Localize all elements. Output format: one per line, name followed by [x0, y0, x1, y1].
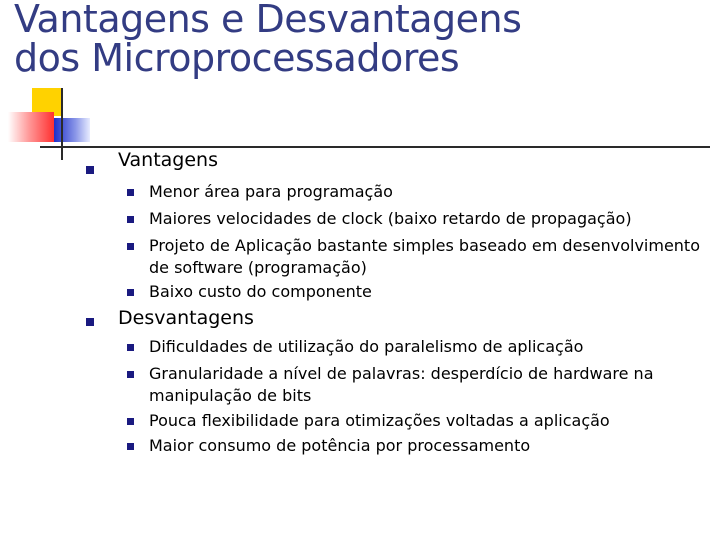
slide-title-line-2: dos Microprocessadores	[14, 36, 460, 80]
logo-vertical-line	[61, 88, 63, 160]
slide-title	[14, 0, 704, 78]
bullet-square-icon	[127, 371, 134, 378]
bullet-square-icon	[127, 189, 134, 196]
bullet-square-icon	[127, 289, 134, 296]
bullet-square-icon	[127, 243, 134, 250]
list-item: Maiores velocidades de clock (baixo retardo de propagação)	[149, 209, 632, 228]
logo-red-gradient	[8, 112, 54, 142]
bullet-square-icon	[86, 166, 94, 174]
list-item: Dificuldades de utilização do paralelismo de aplicação	[149, 337, 584, 356]
bullet-square-icon	[86, 318, 94, 326]
logo-blue-gradient	[54, 118, 90, 142]
list-item: Menor área para programação	[149, 182, 393, 201]
bullet-square-icon	[127, 344, 134, 351]
bullet-square-icon	[127, 418, 134, 425]
bullet-square-icon	[127, 216, 134, 223]
bullet-square-icon	[127, 443, 134, 450]
slide-title-line-1: Vantagens e Desvantagens	[14, 0, 522, 41]
list-item: Projeto de Aplicação bastante simples baseado em desenvolvimento de software (programação)	[149, 236, 700, 277]
section-heading-disadvantages: Desvantagens	[118, 307, 254, 329]
title-underline	[40, 146, 710, 148]
list-item: Maior consumo de potência por processamento	[149, 436, 531, 455]
section-heading-advantages: Vantagens	[118, 149, 218, 171]
list-item: Granularidade a nível de palavras: desperdício de hardware na manipulação de bits	[149, 364, 654, 405]
list-item: Pouca flexibilidade para otimizações voltadas a aplicação	[149, 411, 610, 430]
list-item: Baixo custo do componente	[149, 282, 372, 301]
